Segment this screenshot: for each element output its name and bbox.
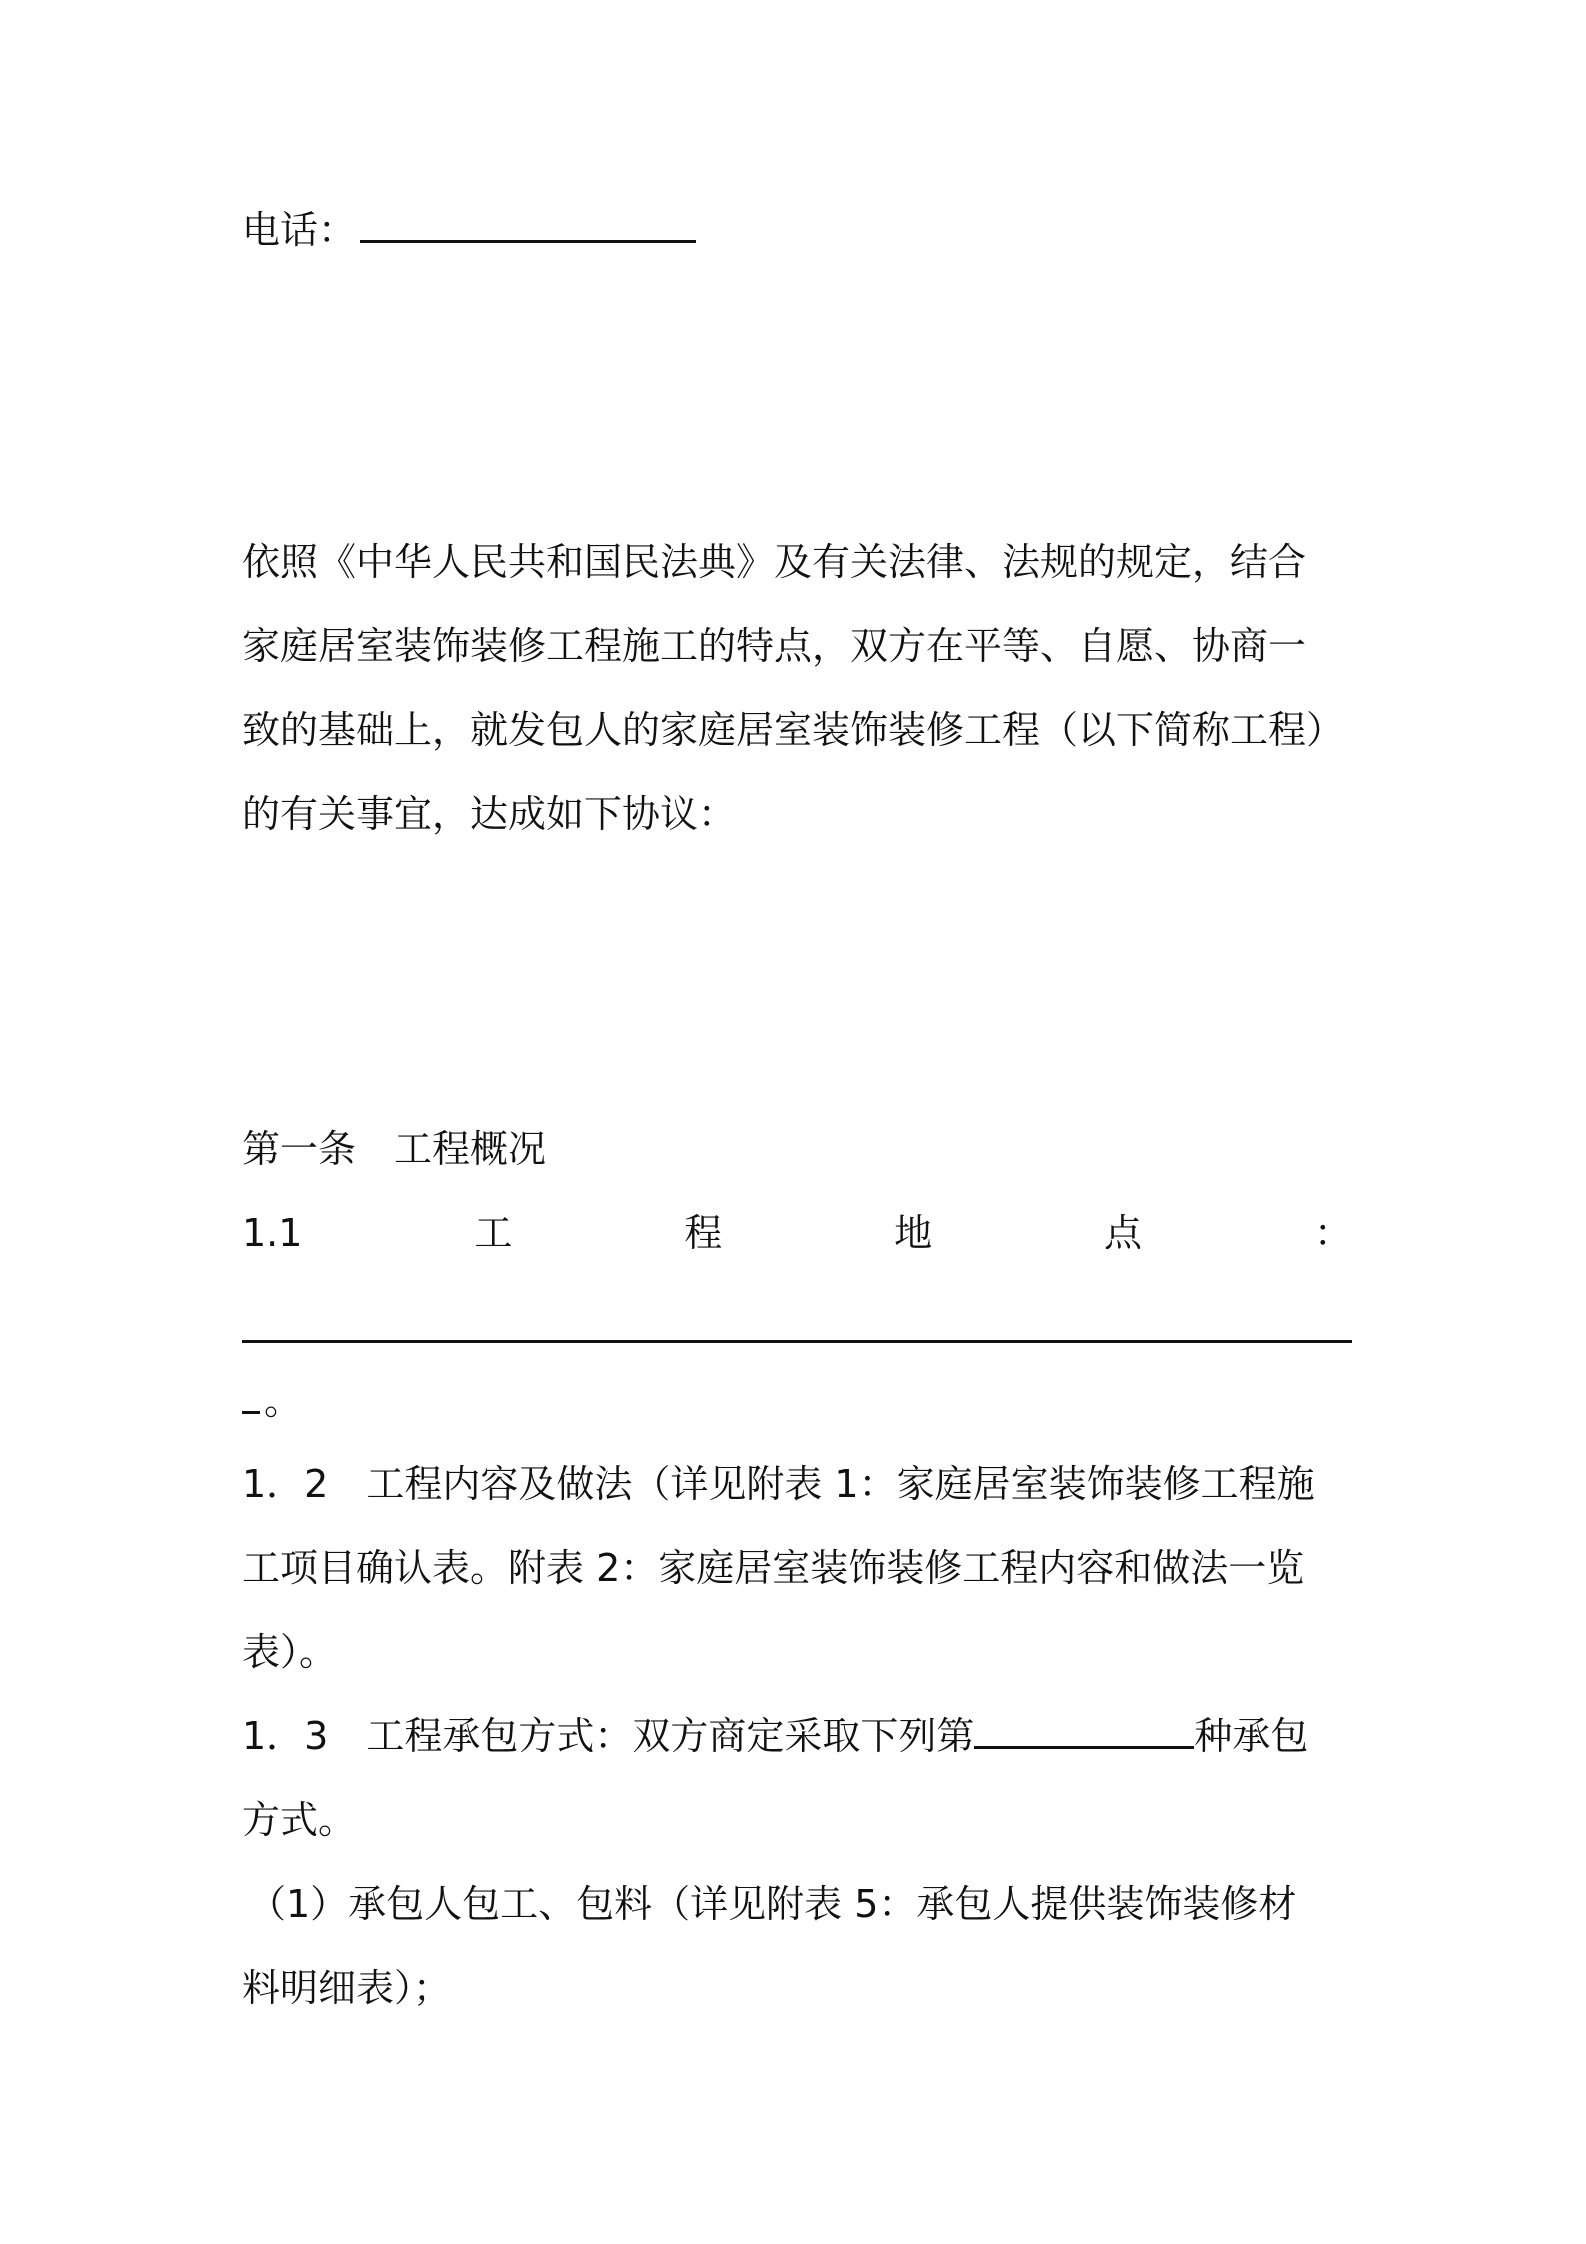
item-1-1-tail-blank xyxy=(242,1411,260,1414)
preamble-line-3: 致的基础上，就发包人的家庭居室装饰装修工程（以下简称工程） xyxy=(242,708,1345,752)
item-1-3-line-2: 方式。 xyxy=(242,1798,357,1842)
item-1-1-char-2: 程 xyxy=(684,1211,723,1255)
item-1-1-number: 1.1 xyxy=(242,1211,303,1255)
article-1-heading: 第一条 工程概况 xyxy=(242,1127,547,1171)
item-1-3-suffix: 种承包 xyxy=(1194,1714,1309,1758)
preamble-line-1: 依照《中华人民共和国民法典》及有关法律、法规的规定，结合 xyxy=(242,540,1307,584)
preamble-line-2: 家庭居室装饰装修工程施工的特点，双方在平等、自愿、协商一 xyxy=(242,624,1307,668)
item-1-1-char-3: 地 xyxy=(894,1211,933,1255)
item-1-1-char-1: 工 xyxy=(474,1211,513,1255)
item-1-2-line-3: 表）。 xyxy=(242,1630,338,1674)
item-1-1-tail: 。 xyxy=(264,1379,303,1423)
item-1-1-line xyxy=(242,1208,1352,1258)
item-1-3-prefix: 1．3 工程承包方式：双方商定采取下列第 xyxy=(242,1714,975,1758)
preamble-line-4: 的有关事宜，达成如下协议： xyxy=(242,792,737,836)
item-1-1-tail-line xyxy=(242,1376,1352,1426)
item-1-1-blank xyxy=(242,1340,1352,1343)
item-1-3-blank xyxy=(974,1746,1194,1749)
option-1-line-2: 料明细表）； xyxy=(242,1966,452,2010)
item-1-2-line-2: 工项目确认表。附表 2：家庭居室装饰装修工程内容和做法一览 xyxy=(242,1546,1305,1590)
item-1-2-line-1: 1．2 工程内容及做法（详见附表 1：家庭居室装饰装修工程施 xyxy=(242,1462,1315,1506)
option-1-line-1: （1）承包人包工、包料（详见附表 5：承包人提供装饰装修材 xyxy=(248,1882,1297,1926)
item-1-1-char-4: 点 xyxy=(1104,1211,1143,1255)
phone-line xyxy=(242,205,1352,255)
item-1-3-line-1 xyxy=(242,1711,1352,1761)
phone-label: 电话： xyxy=(242,208,357,252)
item-1-1-colon: ： xyxy=(1313,1211,1352,1255)
phone-blank xyxy=(360,240,696,243)
